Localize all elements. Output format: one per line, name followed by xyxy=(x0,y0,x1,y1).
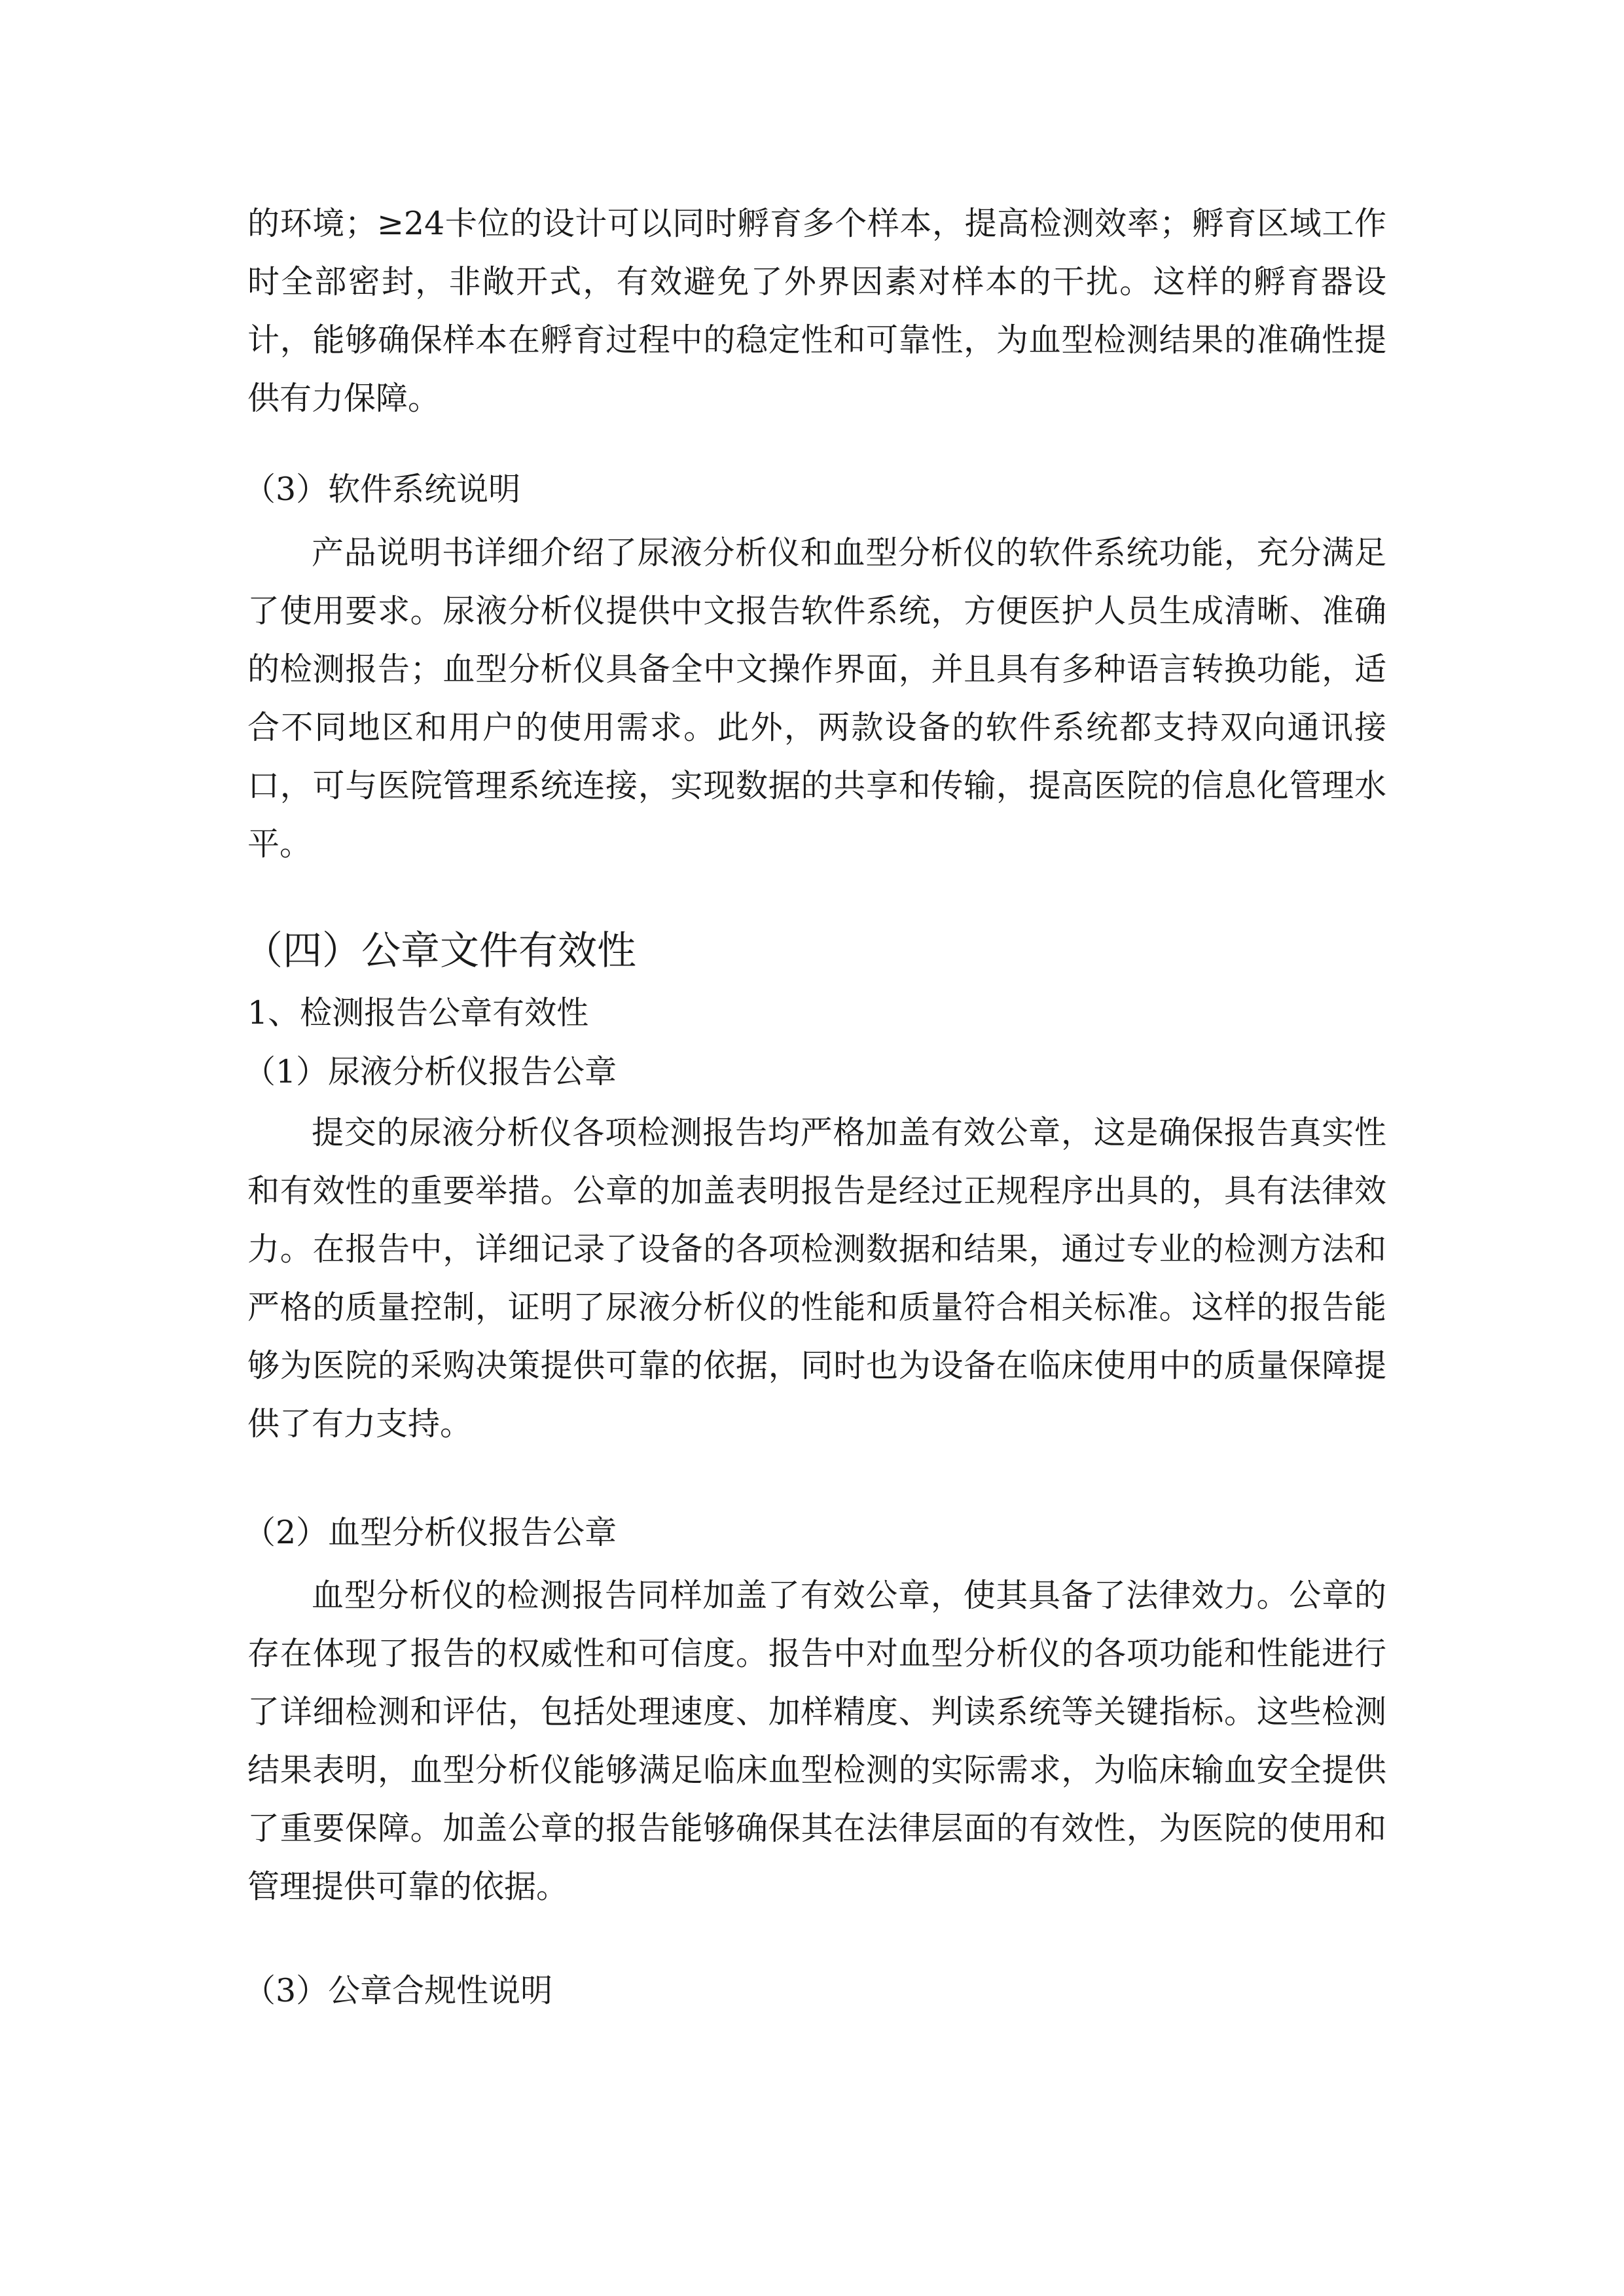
paragraph-blood-report-seal: 血型分析仪的检测报告同样加盖了有效公章，使其具备了法律效力。公章的存在体现了报告的权威性和可信度。报告中对血型分析仪的各项功能和性能进行了详细检测和评估，包括处理速度、加样精度、判读系统等关键指标。这些检测结果表明，血型分析仪能够满足临床血型检测的实际需求，为临床输血安全提供了重要保障。加盖公章的报告能够确保其在法律层面的有效性，为医院的使用和管理提供可靠的依据。 xyxy=(247,1577,1386,1905)
paragraph-incubator: 的环境；≥24卡位的设计可以同时孵育多个样本，提高检测效率；孵育区域工作时全部密封，非敞开式，有效避免了外界因素对样本的干扰。这样的孵育器设计，能够确保样本在孵育过程中的稳定性和可靠性，为血型检测结果的准确性提供有力保障。 xyxy=(247,205,1386,417)
heading-urine-report-seal: （1）尿液分析仪报告公章 xyxy=(244,1053,617,1090)
heading-software-system: （3）软件系统说明 xyxy=(244,471,521,508)
heading-blood-report-seal: （2）血型分析仪报告公章 xyxy=(244,1514,617,1551)
heading-seal-validity: （四）公章文件有效性 xyxy=(244,928,636,974)
paragraph-software-system: 产品说明书详细介绍了尿液分析仪和血型分析仪的软件系统功能，充分满足了使用要求。尿液分析仪提供中文报告软件系统，方便医护人员生成清晰、准确的检测报告；血型分析仪具备全中文操作界面，并且具有多种语言转换功能，适合不同地区和用户的使用需求。此外，两款设备的软件系统都支持双向通讯接口，可与医院管理系统连接，实现数据的共享和传输，提高医院的信息化管理水平。 xyxy=(247,534,1386,863)
heading-seal-compliance: （3）公章合规性说明 xyxy=(244,1972,553,2009)
heading-report-seal-validity: 1、检测报告公章有效性 xyxy=(247,994,589,1031)
paragraph-urine-report-seal: 提交的尿液分析仪各项检测报告均严格加盖有效公章，这是确保报告真实性和有效性的重要举措。公章的加盖表明报告是经过正规程序出具的，具有法律效力。在报告中，详细记录了设备的各项检测数据和结果，通过专业的检测方法和严格的质量控制，证明了尿液分析仪的性能和质量符合相关标准。这样的报告能够为医院的采购决策提供可靠的依据，同时也为设备在临床使用中的质量保障提供了有力支持。 xyxy=(247,1114,1386,1443)
